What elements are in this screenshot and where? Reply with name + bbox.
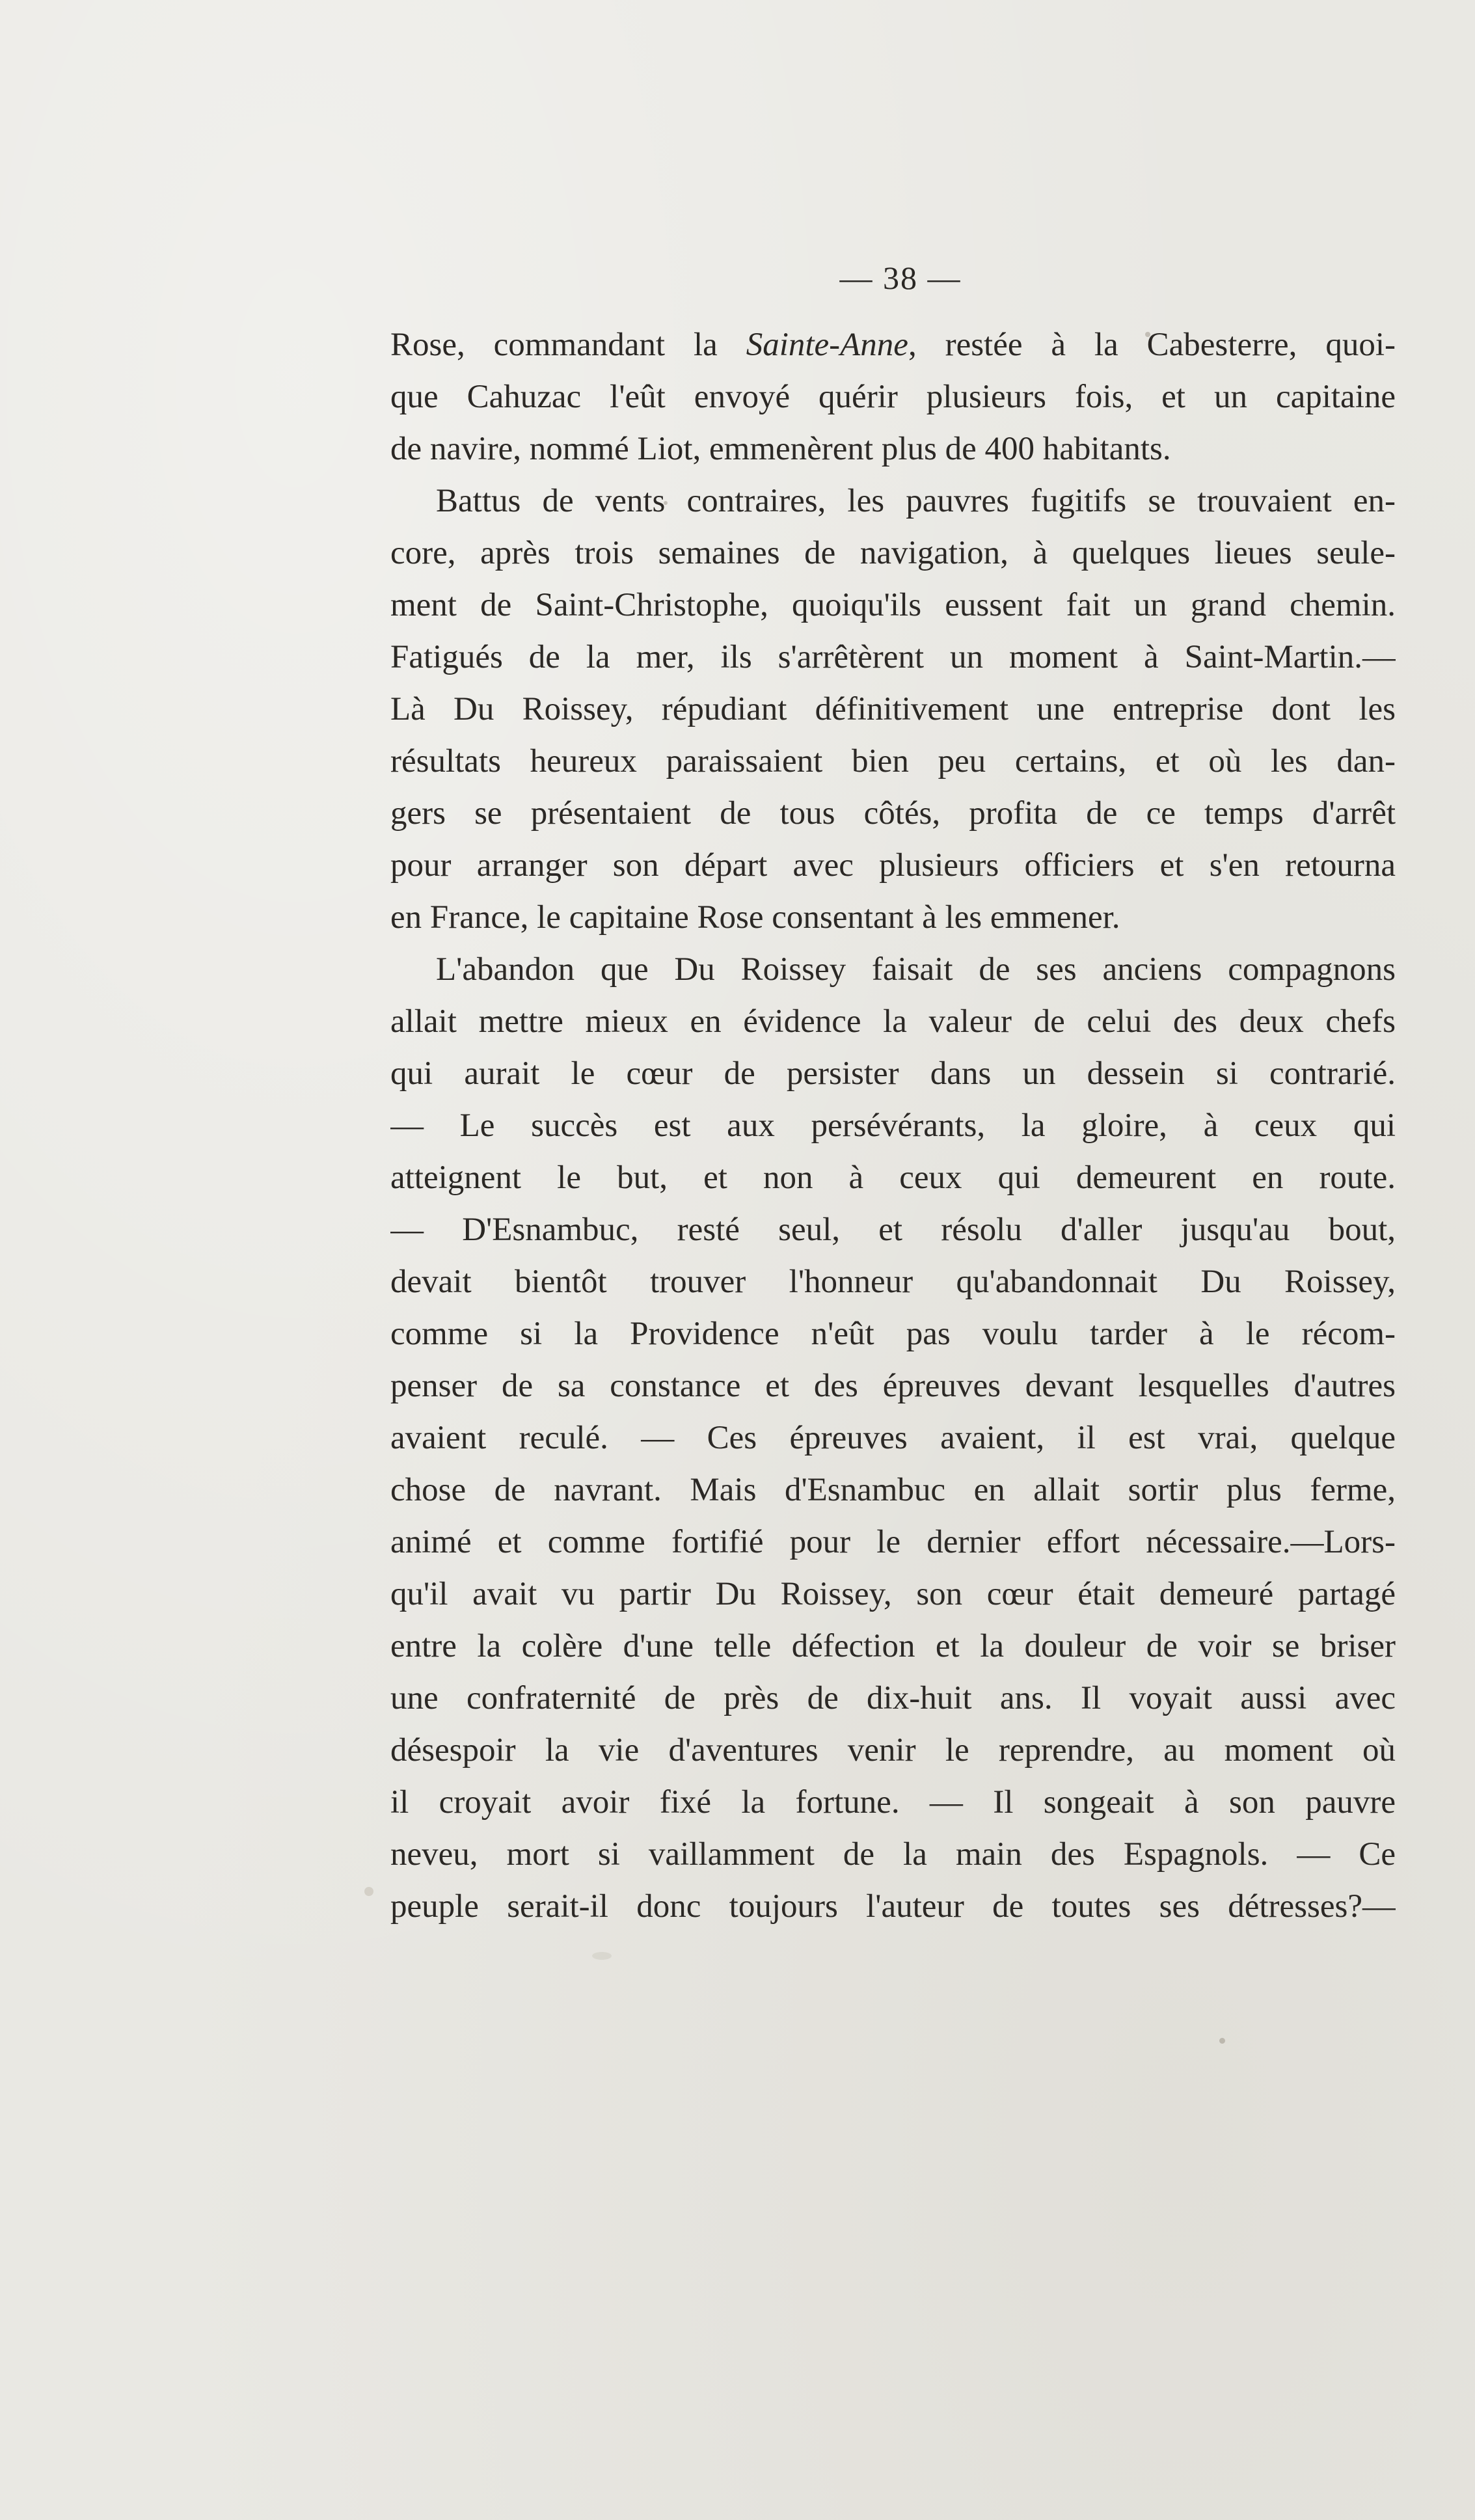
text-line: gers se présentaient de tous côtés, profita de ce temps d'arrêt xyxy=(390,795,1396,832)
text-line: avaient reculé. — Ces épreuves avaient, il est vrai, quelque xyxy=(390,1420,1396,1456)
text-line: L'abandon que Du Roissey faisait de ses anciens compagnons xyxy=(436,951,1396,988)
paragraph-1 xyxy=(390,319,1396,475)
text-line: neveu, mort si vaillamment de la main des Espagnols. — Ce xyxy=(390,1836,1396,1873)
paper-speck xyxy=(664,501,668,505)
text-line: core, après trois semaines de navigation, à quelques lieues seule- xyxy=(390,535,1396,571)
text-line: chose de navrant. Mais d'Esnambuc en allait sortir plus ferme, xyxy=(390,1472,1396,1508)
text-line: que Cahuzac l'eût envoyé quérir plusieurs fois, et un capitaine xyxy=(390,379,1396,415)
text-line: — D'Esnambuc, resté seul, et résolu d'aller jusqu'au bout, xyxy=(390,1212,1396,1248)
text-line: Fatigués de la mer, ils s'arrêtèrent un moment à Saint-Martin.— xyxy=(390,639,1396,675)
body-text xyxy=(390,319,1396,1932)
text-line: devait bientôt trouver l'honneur qu'abandonnait Du Roissey, xyxy=(390,1264,1396,1300)
text-line: Là Du Roissey, répudiant définitivement une entreprise dont les xyxy=(390,691,1396,727)
italic-ship-name: Sainte-Anne xyxy=(746,327,908,363)
text-line: allait mettre mieux en évidence la valeur de celui des deux chefs xyxy=(390,1003,1396,1040)
text-line: il croyait avoir fixé la fortune. — Il songeait à son pauvre xyxy=(390,1784,1396,1821)
text-line: comme si la Providence n'eût pas voulu tarder à le récom- xyxy=(390,1316,1396,1352)
text-line: entre la colère d'une telle défection et la douleur de voir se briser xyxy=(390,1628,1396,1664)
page-number: — 38 — xyxy=(839,260,962,296)
paragraph-3 xyxy=(390,943,1396,1932)
text-line: peuple serait-il donc toujours l'auteur de toutes ses détresses?— xyxy=(390,1888,1396,1925)
text-line: pour arranger son départ avec plusieurs officiers et s'en retourna xyxy=(390,847,1396,884)
text-line: — Le succès est aux persévérants, la gloire, à ceux qui xyxy=(390,1107,1396,1144)
text-line: qu'il avait vu partir Du Roissey, son cœur était demeuré partagé xyxy=(390,1576,1396,1612)
text-line: ment de Saint-Christophe, quoiqu'ils eussent fait un grand chemin. xyxy=(390,587,1396,623)
text-line: atteignent le but, et non à ceux qui demeurent en route. xyxy=(390,1159,1396,1196)
paper-speck xyxy=(1145,332,1150,337)
paper-speck xyxy=(592,1952,612,1960)
text-line: Rose, commandant la Sainte-Anne, restée à la Cabesterre, quoi- xyxy=(390,327,1396,363)
text-line: de navire, nommé Liot, emmenèrent plus de 400 habitants. xyxy=(390,431,1171,467)
paper-speck xyxy=(364,1887,373,1896)
text-line: résultats heureux paraissaient bien peu certains, et où les dan- xyxy=(390,743,1396,779)
text-line: penser de sa constance et des épreuves devant lesquelles d'autres xyxy=(390,1368,1396,1404)
text-line: désespoir la vie d'aventures venir le reprendre, au moment où xyxy=(390,1732,1396,1768)
text-line: une confraternité de près de dix-huit ans. Il voyait aussi avec xyxy=(390,1680,1396,1716)
text-line: qui aurait le cœur de persister dans un dessein si contrarié. xyxy=(390,1055,1396,1092)
text-line: animé et comme fortifié pour le dernier effort nécessaire.—Lors- xyxy=(390,1524,1396,1560)
paper-speck xyxy=(1219,2038,1225,2044)
paragraph-2 xyxy=(390,475,1396,943)
text-line: Battus de vents contraires, les pauvres fugitifs se trouvaient en- xyxy=(436,483,1396,519)
text-line: en France, le capitaine Rose consentant à les emmener. xyxy=(390,899,1120,936)
